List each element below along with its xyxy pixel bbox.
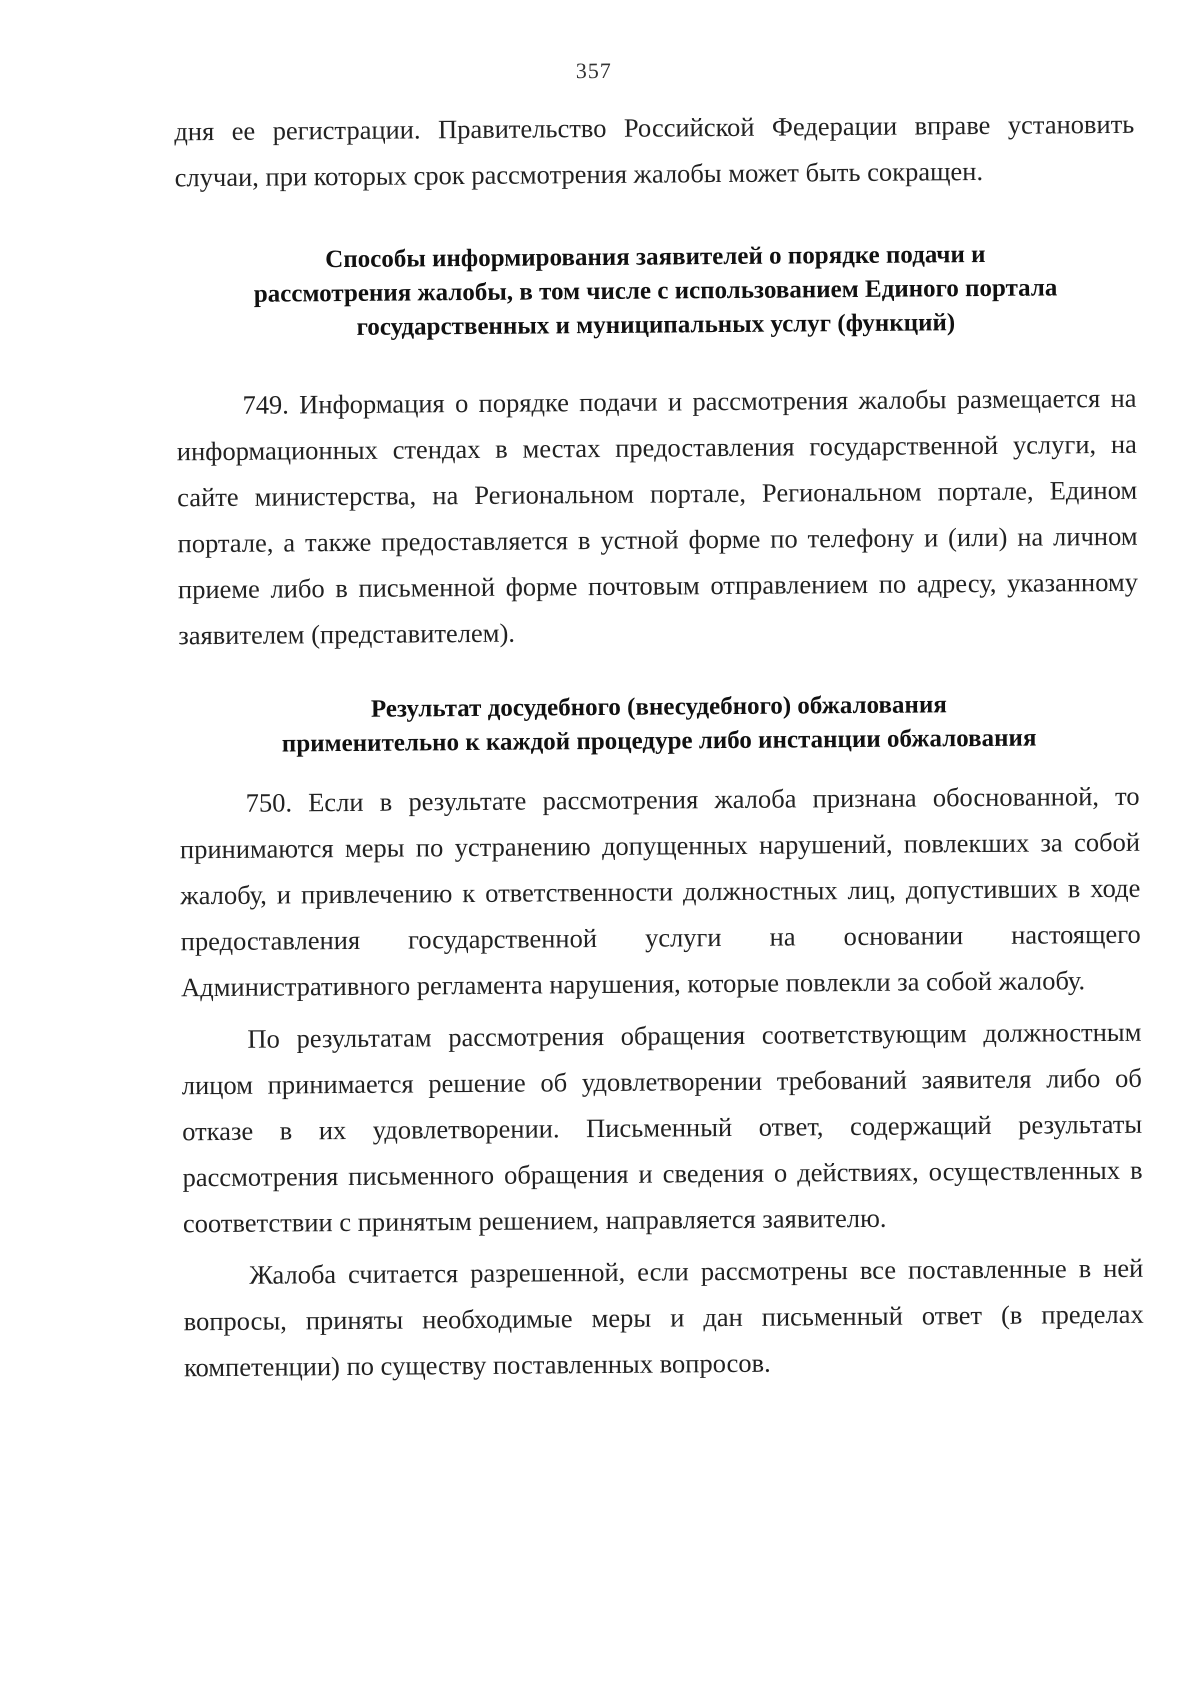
paragraph-749: 749. Информация о порядке подачи и рассмотрения жалобы размещается на информационных стендах в местах предоставления государственной услуги, на сайте министерства, на Региональном портале, Региональном портале, Едином портале, а также предоставляется в устной форме по телефону и (или) на личном приеме либо в письменной форме почтовым отправлением по адресу, указанному заявителем (представителем). xyxy=(176,382,1139,651)
paragraph-continuation: дня ее регистрации. Правительство Российской Федерации вправе установить случаи, при которых срок рассмотрения жалобы может быть сокращен. xyxy=(174,108,1135,193)
heading-line: государственных и муниципальных услуг (функций) xyxy=(356,309,956,341)
document-body xyxy=(174,101,1144,1391)
paragraph-750: 750. Если в результате рассмотрения жалоба признана обоснованной, то принимаются меры по устранению допущенных нарушений, повлекших за собой жалобу, и привлечению к ответственности должностных лиц, допустивших в ходе предоставления государственной услуги на основании настоящего Административного регламента нарушения, которые повлекли за собой жалобу. xyxy=(179,780,1141,1003)
heading-line: рассмотрения жалобы, в том числе с использованием Единого портала xyxy=(253,274,1058,308)
heading-line: Результат досудебного (внесудебного) обжалования xyxy=(370,691,947,723)
heading-line: Способы информирования заявителей о порядке подачи и xyxy=(325,240,986,274)
section-heading-result xyxy=(179,687,1140,763)
section-heading-informing xyxy=(175,237,1136,347)
paragraph-decision: По результатам рассмотрения обращения соответствующим должностным лицом принимается решение об удовлетворении требований заявителя либо об отказе в их удовлетворении. Письменный ответ, содержащий результаты рассмотрения письменного обращения и сведения о действиях, осуществленных в соответствии с принятым решением, направляется заявителю. xyxy=(181,1016,1143,1239)
page-number: 357 xyxy=(575,57,612,84)
paragraph-resolved: Жалоба считается разрешенной, если рассмотрены все поставленные в ней вопросы, приняты необходимые меры и дан письменный ответ (в пределах компетенции) по существу поставленных вопросов. xyxy=(183,1252,1144,1383)
heading-line: применительно к каждой процедуре либо инстанции обжалования xyxy=(281,724,1037,758)
